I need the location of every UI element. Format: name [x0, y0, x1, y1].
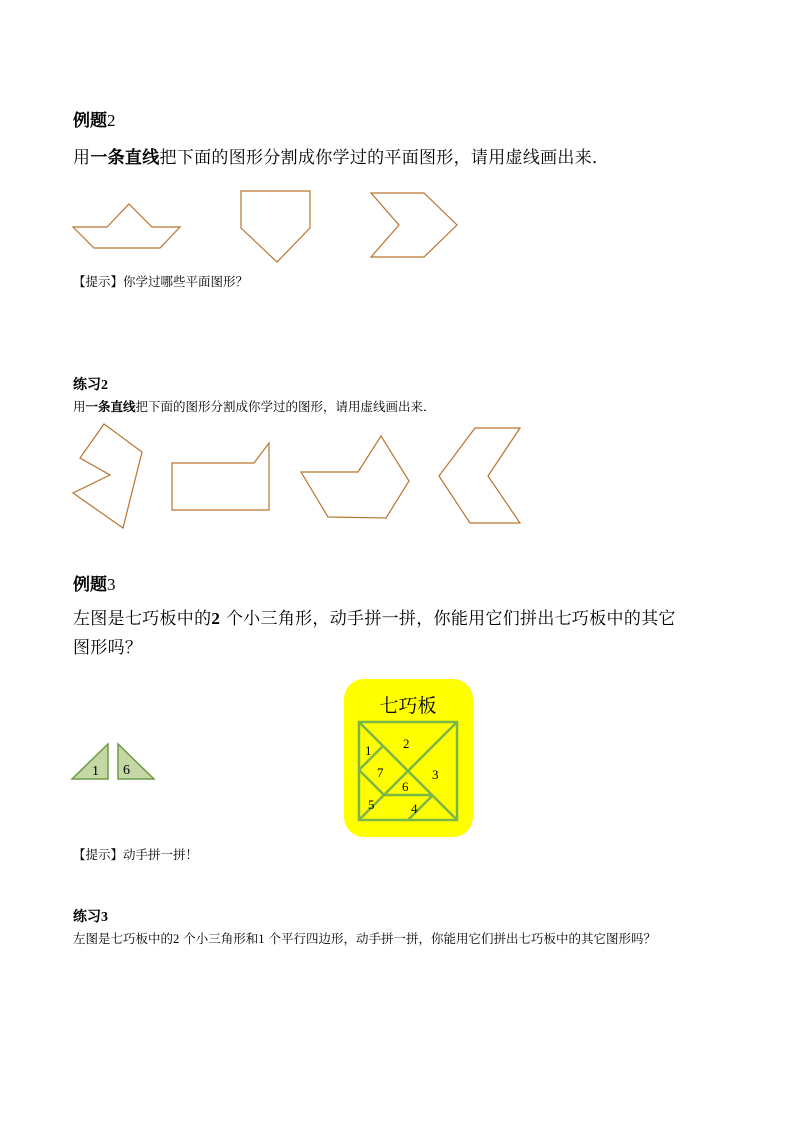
small-triangles: [70, 742, 170, 792]
heading-number: 2: [101, 378, 108, 393]
practice2-heading: [73, 374, 108, 394]
heading-text: 练习: [73, 377, 101, 393]
instruction-number: 1: [258, 932, 265, 946]
triangle-label-1: 1: [92, 764, 99, 779]
pentagon-shape: [241, 191, 310, 262]
piece-label-6: 6: [402, 779, 409, 794]
instruction-text: 个小三角形，动手拼一拼，你能用它们拼出七巧板中的其它: [225, 609, 676, 629]
irregular-shape-3: [301, 436, 409, 518]
instruction-bold: 一条直线: [90, 148, 160, 168]
practice3-heading: [73, 906, 108, 926]
example2-instruction: [73, 143, 609, 168]
instruction-text: 把下面的图形分割成你学过的平面图形，请用虚线画出来．: [159, 148, 610, 168]
boat-shape: [73, 204, 180, 248]
piece-label-5: 5: [368, 797, 375, 812]
tangram-title: 七巧板: [379, 695, 437, 717]
piece-label-3: 3: [432, 767, 439, 782]
instruction-text: 左图是七巧板中的: [73, 609, 212, 629]
chevron-shape: [371, 193, 457, 257]
irregular-shape-1: [73, 424, 142, 528]
tangram-board: [344, 679, 474, 839]
instruction-text: 个小三角形和: [183, 931, 259, 946]
piece-label-1: 1: [365, 743, 372, 758]
example3-hint: 【提示】动手拼一拼！: [73, 847, 199, 862]
small-triangle-1: [72, 744, 108, 779]
example3-line1: [73, 604, 676, 629]
piece-label-7: 7: [377, 765, 384, 780]
practice3-instruction: [73, 929, 656, 947]
irregular-shape-2: [172, 443, 269, 510]
example2-hint: 【提示】你学过哪些平面图形？: [73, 274, 249, 289]
example3-heading: [73, 570, 116, 595]
heading-text: 练习: [73, 909, 101, 925]
instruction-text: 用: [73, 399, 86, 414]
heading-number: 3: [101, 910, 108, 925]
piece-label-4: 4: [411, 801, 418, 816]
instruction-text: 用: [73, 148, 91, 168]
heading-text: 例题: [73, 575, 107, 595]
irregular-shape-4: [439, 428, 520, 523]
instruction-text: 个平行四边形，动手拼一拼，你能用它们拼出七巧板中的其它图形吗？: [268, 931, 657, 946]
practice2-shapes: [0, 420, 794, 540]
piece-label-2: 2: [403, 736, 410, 751]
example3-line2: 图形吗？: [73, 638, 143, 658]
instruction-bold: 一条直线: [85, 399, 136, 414]
heading-number: 3: [107, 575, 116, 594]
heading-number: 2: [107, 111, 116, 130]
instruction-text: 左图是七巧板中的: [73, 931, 174, 946]
triangle-label-6: 6: [123, 763, 130, 778]
example2-heading: [73, 106, 116, 131]
practice2-instruction: [73, 397, 436, 415]
instruction-number: 2: [211, 609, 221, 628]
heading-text: 例题: [73, 111, 107, 131]
example2-shapes: [0, 185, 794, 265]
instruction-number: 2: [173, 932, 180, 946]
instruction-text: 把下面的图形分割成你学过的图形，请用虚线画出来．: [135, 399, 436, 414]
